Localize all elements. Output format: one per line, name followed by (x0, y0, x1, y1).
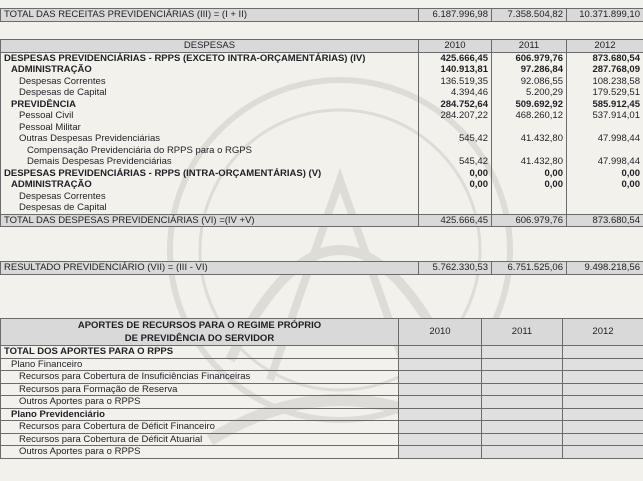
despesas-row-value: 606.979,76 (492, 52, 567, 64)
despesas-row-value: 468.260,12 (492, 110, 567, 122)
despesas-row-label: Pessoal Civil (1, 110, 419, 122)
despesas-row-value: 509.692,92 (492, 99, 567, 111)
aportes-row-value (563, 408, 643, 421)
despesas-row-value: 545,42 (419, 133, 492, 145)
despesas-header: DESPESAS (1, 40, 419, 53)
aportes-row-value (399, 446, 482, 459)
despesas-row-value: 97.286,84 (492, 64, 567, 76)
despesas-row (1, 87, 643, 99)
despesas-row (1, 64, 643, 76)
aportes-row-value (563, 433, 643, 446)
despesas-row-value (567, 145, 643, 157)
resultado-table (0, 261, 643, 275)
aportes-row (1, 358, 643, 371)
receitas-total-label: TOTAL DAS RECEITAS PREVIDENCIÁRIAS (III) = (I + II) (1, 9, 419, 22)
despesas-row-label: ADMINISTRAÇÃO (1, 64, 419, 76)
despesas-row-value: 0,00 (419, 168, 492, 180)
despesas-row-label: Despesas Correntes (1, 191, 419, 203)
despesas-total-2011: 606.979,76 (492, 214, 567, 227)
aportes-row-value (482, 433, 563, 446)
despesas-row (1, 191, 643, 203)
receitas-2012: 10.371.899,10 (567, 9, 643, 22)
despesas-row (1, 99, 643, 111)
aportes-row (1, 433, 643, 446)
despesas-row-value: 41.432,80 (492, 156, 567, 168)
despesas-year-2010: 2010 (419, 40, 492, 53)
despesas-row-label: Pessoal Militar (1, 122, 419, 134)
despesas-row (1, 145, 643, 157)
aportes-row-value (399, 371, 482, 384)
receitas-total-table (0, 8, 643, 22)
aportes-row-value (563, 446, 643, 459)
aportes-row-value (399, 421, 482, 434)
despesas-row-label: Compensação Previdenciária do RPPS para o RGPS (1, 145, 419, 157)
aportes-row-value (563, 346, 643, 359)
aportes-row-label: Recursos para Cobertura de Déficit Atuarial (1, 433, 399, 446)
aportes-row (1, 421, 643, 434)
despesas-row (1, 122, 643, 134)
aportes-row (1, 346, 643, 359)
despesas-row-label: PREVIDÊNCIA (1, 99, 419, 111)
aportes-row (1, 446, 643, 459)
aportes-row-value (399, 433, 482, 446)
despesas-row-value (492, 202, 567, 214)
despesas-total-2012: 873.680,54 (567, 214, 643, 227)
receitas-total-row (1, 9, 643, 22)
aportes-row-value (399, 396, 482, 409)
receitas-2010: 6.187.996,98 (419, 9, 492, 22)
despesas-row-value: 47.998,44 (567, 133, 643, 145)
despesas-row-value: 537.914,01 (567, 110, 643, 122)
despesas-row-label: DESPESAS PREVIDENCIÁRIAS - RPPS (INTRA-ORÇAMENTÁRIAS) (V) (1, 168, 419, 180)
aportes-row-label: Recursos para Cobertura de Déficit Financeiro (1, 421, 399, 434)
aportes-header (1, 319, 399, 346)
despesas-row-label: ADMINISTRAÇÃO (1, 179, 419, 191)
despesas-header-row (1, 40, 643, 53)
aportes-header-line2: DE PREVIDÊNCIA DO SERVIDOR (124, 333, 275, 344)
despesas-row-value (567, 122, 643, 134)
aportes-row (1, 383, 643, 396)
aportes-row-value (482, 421, 563, 434)
resultado-2010: 5.762.330,53 (419, 262, 492, 275)
despesas-year-2011: 2011 (492, 40, 567, 53)
aportes-row-value (563, 421, 643, 434)
despesas-row (1, 202, 643, 214)
aportes-row (1, 408, 643, 421)
despesas-row-value: 0,00 (492, 168, 567, 180)
aportes-year-2010: 2010 (399, 319, 482, 346)
aportes-row-value (563, 396, 643, 409)
despesas-row-value: 108.238,58 (567, 76, 643, 88)
despesas-row-value (567, 202, 643, 214)
despesas-row (1, 76, 643, 88)
despesas-row-label: Despesas de Capital (1, 87, 419, 99)
despesas-row-label: Despesas de Capital (1, 202, 419, 214)
despesas-row-value: 287.768,09 (567, 64, 643, 76)
despesas-total-label: TOTAL DAS DESPESAS PREVIDENCIÁRIAS (VI) =(IV +V) (1, 214, 419, 227)
despesas-row-value: 545,42 (419, 156, 492, 168)
aportes-row-label: Recursos para Formação de Reserva (1, 383, 399, 396)
despesas-row-value (419, 122, 492, 134)
aportes-row-value (482, 383, 563, 396)
resultado-2012: 9.498.218,56 (567, 262, 643, 275)
despesas-row (1, 168, 643, 180)
despesas-row-value (567, 191, 643, 203)
despesas-row-value: 0,00 (567, 168, 643, 180)
aportes-row-value (399, 346, 482, 359)
despesas-row-label: Demais Despesas Previdenciárias (1, 156, 419, 168)
despesas-row-value: 179.529,51 (567, 87, 643, 99)
aportes-row-value (399, 408, 482, 421)
resultado-2011: 6.751.525,06 (492, 262, 567, 275)
aportes-row-value (482, 371, 563, 384)
aportes-row-value (482, 346, 563, 359)
aportes-row-label: Outros Aportes para o RPPS (1, 446, 399, 459)
aportes-row-value (482, 358, 563, 371)
despesas-row-value: 47.998,44 (567, 156, 643, 168)
despesas-row-label: Despesas Correntes (1, 76, 419, 88)
despesas-year-2012: 2012 (567, 40, 643, 53)
aportes-year-2011: 2011 (482, 319, 563, 346)
despesas-row (1, 179, 643, 191)
aportes-row-label: Outros Aportes para o RPPS (1, 396, 399, 409)
aportes-row-label: Plano Financeiro (1, 358, 399, 371)
aportes-row-label: Recursos para Cobertura de Insuficiências Financeiras (1, 371, 399, 384)
aportes-row-value (482, 446, 563, 459)
despesas-table (0, 39, 643, 227)
aportes-year-2012: 2012 (563, 319, 643, 346)
despesas-row-value (492, 191, 567, 203)
despesas-row (1, 133, 643, 145)
despesas-row (1, 52, 643, 64)
aportes-row-value (399, 383, 482, 396)
despesas-row-value: 425.666,45 (419, 52, 492, 64)
despesas-row (1, 156, 643, 168)
receitas-2011: 7.358.504,82 (492, 9, 567, 22)
aportes-header-line1: APORTES DE RECURSOS PARA O REGIME PRÓPRIO (77, 320, 322, 331)
despesas-row-value: 284.752,64 (419, 99, 492, 111)
aportes-row-value (399, 358, 482, 371)
aportes-row-value (563, 371, 643, 384)
aportes-row (1, 396, 643, 409)
aportes-header-row (1, 319, 643, 346)
despesas-row-value: 41.432,80 (492, 133, 567, 145)
aportes-row-value (563, 358, 643, 371)
aportes-row-label: Plano Previdenciário (1, 408, 399, 421)
despesas-row-value: 4.394,46 (419, 87, 492, 99)
aportes-row-label: TOTAL DOS APORTES PARA O RPPS (1, 346, 399, 359)
despesas-row-value (492, 145, 567, 157)
aportes-row-value (482, 396, 563, 409)
despesas-row-value (419, 202, 492, 214)
despesas-row-value (419, 145, 492, 157)
despesas-row-value: 92.086,55 (492, 76, 567, 88)
despesas-row-label: DESPESAS PREVIDENCIÁRIAS - RPPS (EXCETO INTRA-ORÇAMENTÁRIAS) (IV) (1, 52, 419, 64)
despesas-total-2010: 425.666,45 (419, 214, 492, 227)
despesas-row-value: 140.913,81 (419, 64, 492, 76)
aportes-row (1, 371, 643, 384)
despesas-row-value (492, 122, 567, 134)
despesas-row-value: 873.680,54 (567, 52, 643, 64)
despesas-row-value: 0,00 (492, 179, 567, 191)
resultado-row (1, 262, 643, 275)
aportes-row-value (563, 383, 643, 396)
despesas-row-value (419, 191, 492, 203)
resultado-label: RESULTADO PREVIDENCIÁRIO (VII) = (III - VI) (1, 262, 419, 275)
despesas-row (1, 110, 643, 122)
despesas-row-value: 284.207,22 (419, 110, 492, 122)
despesas-row-value: 0,00 (419, 179, 492, 191)
despesas-total-row (1, 214, 643, 227)
despesas-row-value: 585.912,45 (567, 99, 643, 111)
despesas-row-value: 5.200,29 (492, 87, 567, 99)
aportes-row-value (482, 408, 563, 421)
despesas-row-value: 136.519,35 (419, 76, 492, 88)
despesas-row-value: 0,00 (567, 179, 643, 191)
despesas-row-label: Outras Despesas Previdenciárias (1, 133, 419, 145)
aportes-table (0, 318, 643, 459)
